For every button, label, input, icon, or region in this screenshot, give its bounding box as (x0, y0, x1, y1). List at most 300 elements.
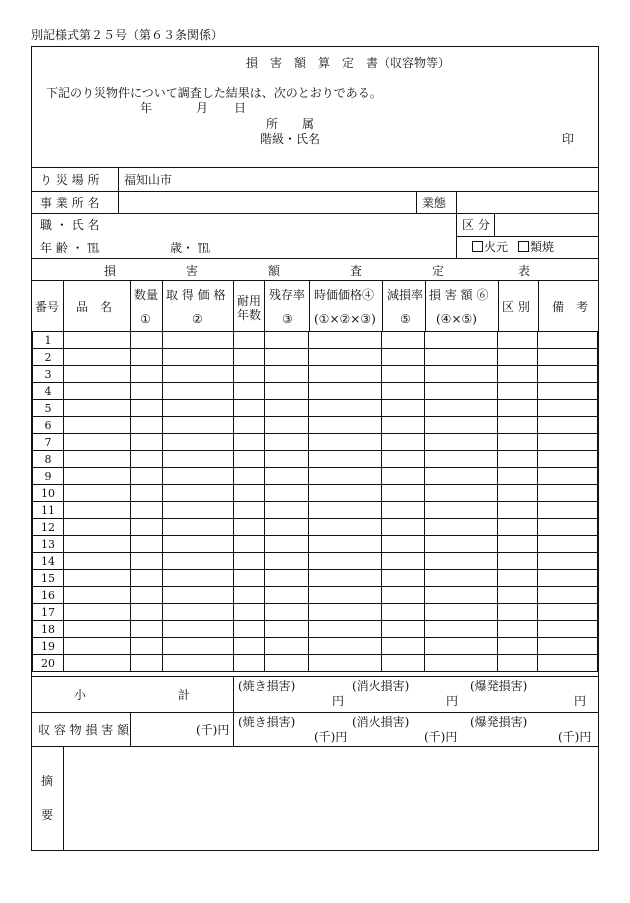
table-cell[interactable] (498, 434, 538, 451)
table-cell[interactable] (264, 332, 309, 349)
table-cell[interactable] (63, 502, 130, 519)
table-cell[interactable] (382, 366, 425, 383)
table-cell[interactable] (264, 587, 309, 604)
table-row (33, 587, 598, 604)
table-cell[interactable] (162, 383, 233, 400)
table-cell[interactable] (63, 587, 130, 604)
table-cell[interactable] (425, 451, 498, 468)
table-cell[interactable] (233, 349, 264, 366)
table-cell[interactable] (233, 502, 264, 519)
category-label: 区 分 (462, 218, 490, 232)
table-cell[interactable] (264, 536, 309, 553)
table-cell[interactable] (538, 383, 598, 400)
table-cell[interactable] (63, 519, 130, 536)
table-row (33, 485, 598, 502)
table-cell[interactable] (63, 332, 130, 349)
contents-explode: (爆発損害) (470, 715, 528, 729)
table-cell[interactable] (264, 604, 309, 621)
table-cell[interactable] (382, 400, 425, 417)
date-day: 日 (234, 101, 247, 115)
table-cell[interactable] (382, 570, 425, 587)
table-cell[interactable] (162, 570, 233, 587)
table-cell[interactable] (498, 553, 538, 570)
col-note: 備 考 (552, 300, 589, 314)
table-cell[interactable] (382, 638, 425, 655)
table-cell[interactable] (130, 587, 162, 604)
row-number: 6 (33, 417, 64, 434)
table-cell[interactable] (382, 451, 425, 468)
disaster-place-label: り 災 場 所 (40, 173, 100, 187)
summary-char-2: 要 (41, 808, 54, 822)
row-number: 11 (33, 502, 64, 519)
table-cell[interactable] (130, 485, 162, 502)
table-cell[interactable] (382, 621, 425, 638)
table-cell[interactable] (425, 366, 498, 383)
table-cell[interactable] (538, 655, 598, 672)
subtotal-extinguish-yen: 円 (446, 694, 459, 708)
seal-mark: 印 (562, 132, 575, 146)
check-spread-label: 類焼 (530, 240, 555, 254)
table-cell[interactable] (498, 417, 538, 434)
table-cell[interactable] (425, 536, 498, 553)
table-cell[interactable] (233, 383, 264, 400)
table-cell[interactable] (162, 587, 233, 604)
table-cell[interactable] (538, 553, 598, 570)
table-cell[interactable] (425, 468, 498, 485)
row-number: 15 (33, 570, 64, 587)
table-cell[interactable] (309, 349, 382, 366)
table-cell[interactable] (425, 587, 498, 604)
table-cell[interactable] (382, 655, 425, 672)
row-number: 13 (33, 536, 64, 553)
table-cell[interactable] (162, 485, 233, 502)
table-cell[interactable] (264, 502, 309, 519)
table-cell[interactable] (538, 587, 598, 604)
table-cell[interactable] (309, 621, 382, 638)
table-cell[interactable] (63, 604, 130, 621)
table-cell[interactable] (63, 536, 130, 553)
col-no: 番号 (35, 300, 60, 314)
row-number: 1 (33, 332, 64, 349)
table-cell[interactable] (130, 451, 162, 468)
table-cell[interactable] (425, 502, 498, 519)
table-row (33, 434, 598, 451)
table-cell[interactable] (130, 332, 162, 349)
table-cell[interactable] (538, 451, 598, 468)
table-cell[interactable] (382, 502, 425, 519)
table-cell[interactable] (425, 519, 498, 536)
table-cell[interactable] (233, 655, 264, 672)
table-cell[interactable] (130, 434, 162, 451)
table-cell[interactable] (538, 638, 598, 655)
table-cell[interactable] (498, 536, 538, 553)
table-cell[interactable] (425, 553, 498, 570)
checkbox-icon (472, 241, 483, 252)
table-cell[interactable] (162, 451, 233, 468)
table-cell[interactable] (498, 332, 538, 349)
table-cell[interactable] (130, 417, 162, 434)
table-cell[interactable] (63, 570, 130, 587)
table-cell[interactable] (233, 604, 264, 621)
table-cell[interactable] (425, 349, 498, 366)
table-cell[interactable] (264, 655, 309, 672)
table-cell[interactable] (264, 383, 309, 400)
table-cell[interactable] (162, 417, 233, 434)
table-cell[interactable] (382, 434, 425, 451)
table-cell[interactable] (498, 655, 538, 672)
table-row (33, 332, 598, 349)
table-cell[interactable] (264, 417, 309, 434)
table-cell[interactable] (162, 400, 233, 417)
table-cell[interactable] (538, 417, 598, 434)
row-number: 9 (33, 468, 64, 485)
table-cell[interactable] (538, 485, 598, 502)
table-cell[interactable] (425, 332, 498, 349)
table-cell[interactable] (498, 468, 538, 485)
contents-loss-unit: (千)円 (196, 723, 230, 737)
table-row (33, 502, 598, 519)
table-cell[interactable] (264, 621, 309, 638)
age-suffix: 歳・ ℡ (170, 241, 210, 255)
col-loss-rate-n: ⑤ (400, 312, 411, 326)
table-cell[interactable] (538, 400, 598, 417)
col-loss-rate: 減損率 (387, 288, 424, 302)
table-row (33, 349, 598, 366)
table-cell[interactable] (63, 417, 130, 434)
table-cell[interactable] (233, 417, 264, 434)
table-cell[interactable] (498, 604, 538, 621)
table-cell[interactable] (309, 366, 382, 383)
table-cell[interactable] (130, 621, 162, 638)
table-cell[interactable] (233, 519, 264, 536)
col-life-2: 年数 (237, 308, 262, 322)
col-value-formula: (①×②×③) (314, 312, 376, 326)
row-number: 16 (33, 587, 64, 604)
table-cell[interactable] (309, 332, 382, 349)
age-tel-label: 年 齢 ・ ℡ (40, 241, 100, 255)
table-cell[interactable] (309, 553, 382, 570)
table-cell[interactable] (498, 485, 538, 502)
banner-char-2: 害 (186, 264, 199, 278)
table-cell[interactable] (498, 451, 538, 468)
table-cell[interactable] (538, 536, 598, 553)
table-cell[interactable] (233, 366, 264, 383)
table-cell[interactable] (264, 434, 309, 451)
table-cell[interactable] (498, 519, 538, 536)
table-cell[interactable] (382, 587, 425, 604)
table-row (33, 570, 598, 587)
form-frame (31, 46, 599, 851)
business-type-label: 業態 (422, 196, 447, 210)
table-cell[interactable] (233, 553, 264, 570)
row-number: 18 (33, 621, 64, 638)
row-number: 3 (33, 366, 64, 383)
checkbox-spread[interactable] (518, 241, 554, 253)
table-cell[interactable] (63, 400, 130, 417)
table-cell[interactable] (425, 417, 498, 434)
table-row (33, 383, 598, 400)
table-row (33, 655, 598, 672)
table-cell[interactable] (130, 604, 162, 621)
business-name-label: 事 業 所 名 (40, 196, 100, 210)
table-cell[interactable] (130, 638, 162, 655)
table-cell[interactable] (309, 604, 382, 621)
summary-area[interactable] (64, 747, 598, 849)
col-item: 品 名 (76, 300, 113, 314)
col-qty-n: ① (140, 312, 151, 326)
contents-burn: (焼き損害) (238, 715, 296, 729)
table-cell[interactable] (425, 400, 498, 417)
subtotal-explode: (爆発損害) (470, 679, 528, 693)
table-cell[interactable] (309, 638, 382, 655)
table-cell[interactable] (382, 468, 425, 485)
table-cell[interactable] (162, 349, 233, 366)
table-cell[interactable] (498, 621, 538, 638)
contents-loss-label: 収 容 物 損 害 額 (38, 723, 130, 737)
table-cell[interactable] (162, 519, 233, 536)
table-cell[interactable] (309, 468, 382, 485)
table-cell[interactable] (63, 451, 130, 468)
table-cell[interactable] (382, 332, 425, 349)
col-class: 区 別 (502, 300, 530, 314)
summary-char-1: 摘 (41, 774, 54, 788)
table-cell[interactable] (425, 638, 498, 655)
table-cell[interactable] (130, 400, 162, 417)
table-cell[interactable] (162, 434, 233, 451)
table-cell[interactable] (425, 621, 498, 638)
col-life-1: 耐用 (237, 294, 262, 308)
table-cell[interactable] (233, 451, 264, 468)
table-cell[interactable] (162, 604, 233, 621)
document-title: 損 害 額 算 定 書（収容物等） (246, 56, 451, 70)
table-cell[interactable] (264, 468, 309, 485)
table-cell[interactable] (382, 383, 425, 400)
table-cell[interactable] (130, 553, 162, 570)
checkbox-icon (518, 241, 529, 252)
banner-char-1: 損 (104, 264, 117, 278)
table-cell[interactable] (498, 349, 538, 366)
table-row (33, 468, 598, 485)
table-cell[interactable] (498, 502, 538, 519)
checkbox-fire-source[interactable] (472, 241, 508, 253)
table-row (33, 604, 598, 621)
affiliation-label: 所 属 (266, 117, 315, 131)
table-cell[interactable] (130, 655, 162, 672)
table-cell[interactable] (130, 502, 162, 519)
table-cell[interactable] (382, 519, 425, 536)
col-cost-n: ② (192, 312, 203, 326)
table-row (33, 400, 598, 417)
table-cell[interactable] (162, 638, 233, 655)
date-year: 年 (140, 101, 153, 115)
table-cell[interactable] (130, 536, 162, 553)
table-cell[interactable] (63, 655, 130, 672)
date-month: 月 (196, 101, 209, 115)
check-source-label: 火元 (484, 240, 509, 254)
table-cell[interactable] (162, 366, 233, 383)
table-cell[interactable] (382, 485, 425, 502)
damage-table (32, 331, 598, 672)
banner-char-6: 表 (518, 264, 531, 278)
table-cell[interactable] (382, 536, 425, 553)
form-id: 別記様式第２５号（第６３条関係） (31, 28, 224, 42)
table-cell[interactable] (425, 570, 498, 587)
subtotal-label-2: 計 (178, 688, 191, 702)
table-cell[interactable] (264, 366, 309, 383)
table-row (33, 451, 598, 468)
table-cell[interactable] (309, 536, 382, 553)
table-cell[interactable] (233, 468, 264, 485)
table-cell[interactable] (264, 553, 309, 570)
table-cell[interactable] (538, 502, 598, 519)
table-cell[interactable] (498, 366, 538, 383)
table-cell[interactable] (162, 553, 233, 570)
table-cell[interactable] (264, 519, 309, 536)
table-cell[interactable] (538, 604, 598, 621)
table-cell[interactable] (538, 434, 598, 451)
table-cell[interactable] (233, 621, 264, 638)
table-cell[interactable] (538, 332, 598, 349)
table-cell[interactable] (498, 400, 538, 417)
row-number: 19 (33, 638, 64, 655)
col-damage: 損 害 額 ⑥ (429, 288, 489, 302)
col-cost: 取 得 価 格 (166, 288, 226, 302)
row-number: 2 (33, 349, 64, 366)
row-number: 7 (33, 434, 64, 451)
row-number: 12 (33, 519, 64, 536)
subtotal-burn: (焼き損害) (238, 679, 296, 693)
table-cell[interactable] (309, 485, 382, 502)
table-cell[interactable] (233, 587, 264, 604)
table-cell[interactable] (233, 536, 264, 553)
row-number: 4 (33, 383, 64, 400)
col-damage-formula: (④×⑤) (436, 312, 477, 326)
table-cell[interactable] (233, 400, 264, 417)
contents-explode-unit: (千)円 (558, 730, 592, 744)
rank-name-label: 階級・氏名 (260, 132, 321, 146)
table-cell[interactable] (382, 349, 425, 366)
table-cell[interactable] (264, 485, 309, 502)
col-value: 時価価格④ (314, 288, 375, 302)
subtotal-label-1: 小 (74, 688, 87, 702)
subtotal-explode-yen: 円 (574, 694, 587, 708)
banner-char-3: 額 (268, 264, 281, 278)
contents-extinguish-unit: (千)円 (424, 730, 458, 744)
row-number: 8 (33, 451, 64, 468)
table-cell[interactable] (538, 570, 598, 587)
table-cell[interactable] (309, 587, 382, 604)
table-cell[interactable] (538, 621, 598, 638)
table-cell[interactable] (233, 332, 264, 349)
table-cell[interactable] (538, 468, 598, 485)
table-cell[interactable] (63, 383, 130, 400)
table-cell[interactable] (425, 604, 498, 621)
table-cell[interactable] (425, 383, 498, 400)
table-cell[interactable] (264, 638, 309, 655)
table-row (33, 553, 598, 570)
col-qty: 数量 (134, 288, 159, 302)
table-cell[interactable] (63, 366, 130, 383)
table-cell[interactable] (130, 349, 162, 366)
table-cell[interactable] (309, 383, 382, 400)
table-cell[interactable] (264, 451, 309, 468)
table-cell[interactable] (538, 519, 598, 536)
banner-char-5: 定 (432, 264, 445, 278)
table-cell[interactable] (538, 349, 598, 366)
table-cell[interactable] (382, 553, 425, 570)
table-cell[interactable] (425, 434, 498, 451)
table-cell[interactable] (233, 638, 264, 655)
table-cell[interactable] (309, 417, 382, 434)
table-cell[interactable] (425, 485, 498, 502)
table-cell[interactable] (382, 417, 425, 434)
table-cell[interactable] (130, 570, 162, 587)
row-number: 14 (33, 553, 64, 570)
col-residual-n: ③ (282, 312, 293, 326)
table-cell[interactable] (498, 638, 538, 655)
table-cell[interactable] (382, 604, 425, 621)
table-cell[interactable] (498, 570, 538, 587)
table-cell[interactable] (309, 655, 382, 672)
table-cell[interactable] (538, 366, 598, 383)
table-cell[interactable] (233, 434, 264, 451)
table-row (33, 519, 598, 536)
subtotal-burn-yen: 円 (332, 694, 345, 708)
table-cell[interactable] (162, 502, 233, 519)
table-cell[interactable] (130, 468, 162, 485)
contents-extinguish: (消火損害) (352, 715, 410, 729)
table-cell[interactable] (233, 570, 264, 587)
table-cell[interactable] (63, 434, 130, 451)
table-cell[interactable] (63, 349, 130, 366)
table-cell[interactable] (63, 621, 130, 638)
table-cell[interactable] (130, 519, 162, 536)
row-number: 17 (33, 604, 64, 621)
table-cell[interactable] (309, 400, 382, 417)
table-row (33, 638, 598, 655)
table-cell[interactable] (498, 587, 538, 604)
table-cell[interactable] (130, 366, 162, 383)
table-cell[interactable] (162, 536, 233, 553)
table-cell[interactable] (309, 570, 382, 587)
table-row (33, 621, 598, 638)
table-cell[interactable] (264, 570, 309, 587)
table-cell[interactable] (63, 553, 130, 570)
table-cell[interactable] (63, 485, 130, 502)
table-cell[interactable] (63, 468, 130, 485)
table-cell[interactable] (498, 383, 538, 400)
table-cell[interactable] (63, 638, 130, 655)
subtotal-extinguish: (消火損害) (352, 679, 410, 693)
table-cell[interactable] (309, 434, 382, 451)
table-cell[interactable] (162, 468, 233, 485)
table-cell[interactable] (309, 451, 382, 468)
table-cell[interactable] (162, 621, 233, 638)
row-number: 5 (33, 400, 64, 417)
table-cell[interactable] (264, 400, 309, 417)
table-cell[interactable] (162, 655, 233, 672)
col-residual: 残存率 (269, 288, 306, 302)
job-name-label: 職 ・ 氏 名 (40, 218, 100, 232)
table-cell[interactable] (162, 332, 233, 349)
table-cell[interactable] (130, 383, 162, 400)
table-row (33, 536, 598, 553)
table-cell[interactable] (425, 655, 498, 672)
table-cell[interactable] (309, 502, 382, 519)
table-cell[interactable] (309, 519, 382, 536)
table-cell[interactable] (264, 349, 309, 366)
table-cell[interactable] (233, 485, 264, 502)
